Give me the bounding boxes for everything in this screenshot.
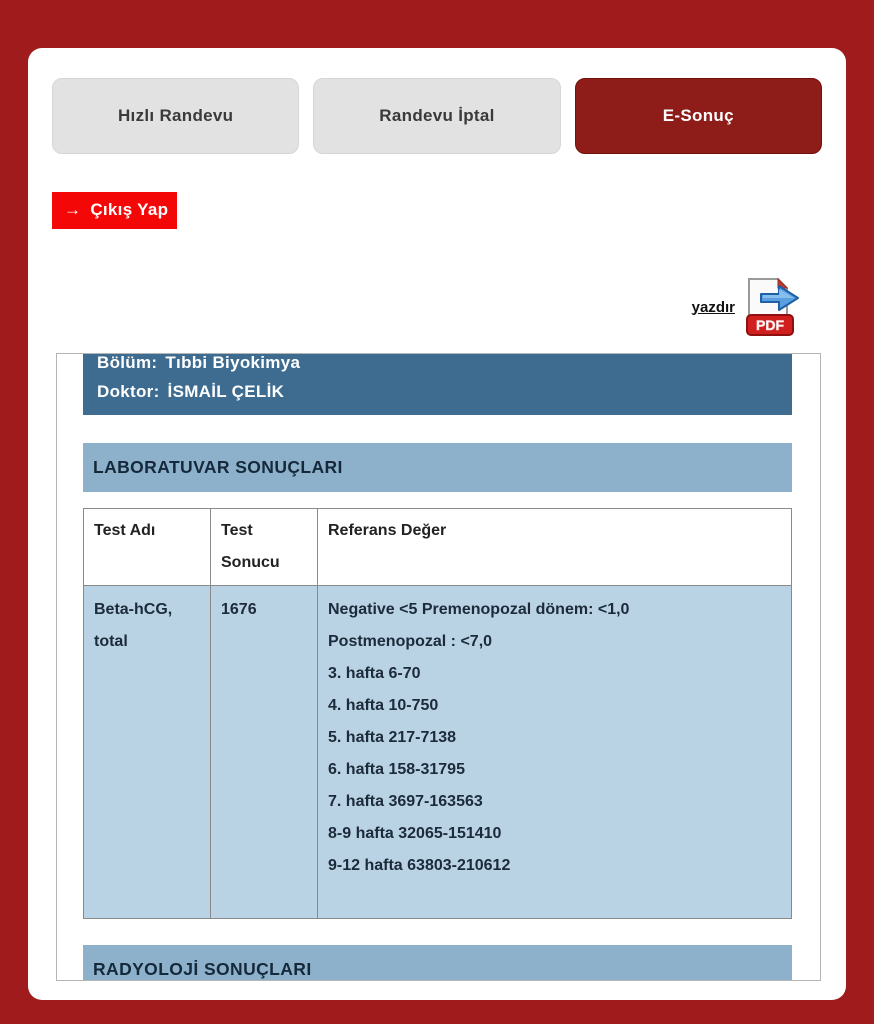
column-header-test-result: Test Sonucu [211, 509, 318, 586]
column-header-test-name: Test Adı [84, 509, 211, 586]
table-row [84, 586, 792, 919]
reference-line: Negative <5 Premenopozal dönem: <1,0 [328, 601, 630, 618]
tab-e-sonuc[interactable] [575, 78, 822, 154]
department-line [97, 353, 778, 377]
reference-line: Postmenopozal : <7,0 [328, 633, 493, 650]
lab-results-table [83, 508, 792, 919]
print-row [28, 277, 800, 337]
department-label: Bölüm: [97, 353, 158, 372]
doctor-value: İSMAİL ÇELİK [167, 382, 285, 401]
cell-test-result: 1676 [211, 586, 318, 919]
arrow-right-icon: → [64, 200, 82, 219]
reference-line: 4. hafta 10-750 [328, 697, 439, 714]
logout-label: Çıkış Yap [90, 200, 169, 219]
reference-line: 6. hafta 158-31795 [328, 761, 465, 778]
lab-section-header: LABORATUVAR SONUÇLARI [83, 443, 792, 492]
column-header-reference: Referans Değer [318, 509, 792, 586]
doctor-line [97, 377, 778, 406]
doctor-label: Doktor: [97, 382, 160, 401]
tab-label: Hızlı Randevu [117, 106, 234, 125]
reference-line: 5. hafta 217-7138 [328, 729, 457, 746]
reference-line: 9-12 hafta 63803-210612 [328, 857, 511, 874]
cell-test-name: Beta-hCG, total [84, 586, 211, 919]
tab-label: Randevu İptal [379, 106, 495, 125]
print-link[interactable]: yazdır [691, 298, 735, 316]
tab-bar [52, 78, 822, 154]
table-header-row [84, 509, 792, 586]
logout-button[interactable] [52, 192, 177, 229]
cell-reference-values [318, 586, 792, 919]
report-header-bar [83, 353, 792, 415]
radiology-section-header: RADYOLOJİ SONUÇLARI [83, 945, 792, 981]
tab-randevu-iptal[interactable] [313, 78, 560, 154]
department-value: Tıbbi Biyokimya [165, 353, 301, 372]
results-scroll-area[interactable] [56, 353, 821, 981]
pdf-export-icon[interactable] [746, 277, 800, 337]
tab-hizli-randevu[interactable] [52, 78, 299, 154]
main-card [28, 48, 846, 1000]
pdf-badge-text: PDF [756, 317, 784, 333]
reference-line: 3. hafta 6-70 [328, 665, 421, 682]
reference-line: 8-9 hafta 32065-151410 [328, 825, 502, 842]
tab-label: E-Sonuç [662, 106, 734, 125]
reference-line: 7. hafta 3697-163563 [328, 793, 483, 810]
